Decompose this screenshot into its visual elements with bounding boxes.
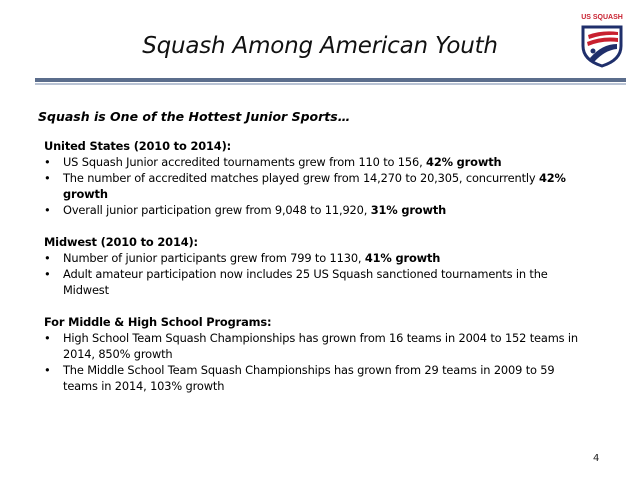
bullet-emphasis: 42% growth <box>63 171 566 201</box>
section-schools <box>44 314 584 394</box>
slide-content <box>44 138 584 410</box>
section-united-states <box>44 138 584 218</box>
title-rule <box>35 78 626 82</box>
bullet-text: Overall junior participation grew from 9,048 to 11,920, <box>63 203 371 217</box>
logo-text: US SQUASH <box>581 14 623 21</box>
bullet-item <box>44 202 584 218</box>
shield-icon <box>580 24 624 68</box>
section-heading: United States (2010 to 2014): <box>44 139 232 153</box>
bullet-icon: • <box>44 155 51 169</box>
bullet-item <box>44 362 584 394</box>
bullet-icon: • <box>44 203 51 217</box>
bullet-emphasis: 42% growth <box>426 155 502 169</box>
bullet-item <box>44 154 584 170</box>
bullet-icon: • <box>44 331 51 345</box>
bullet-item <box>44 170 584 202</box>
bullet-text: The number of accredited matches played grew from 14,270 to 20,305, concurrently <box>63 171 539 185</box>
bullet-icon: • <box>44 363 51 377</box>
bullet-item <box>44 266 584 298</box>
bullet-icon: • <box>44 267 51 281</box>
section-heading: Midwest (2010 to 2014): <box>44 235 198 249</box>
bullet-emphasis: 31% growth <box>370 203 447 217</box>
slide-subtitle: Squash is One of the Hottest Junior Sports… <box>38 109 351 124</box>
bullet-emphasis: 41% growth <box>364 251 441 265</box>
title-rule-light <box>35 83 626 85</box>
bullet-text: Number of junior participants grew from 799 to 1130, <box>63 251 365 265</box>
bullet-text: The Middle School Team Squash Championships has grown from 29 teams in 2009 to 59 teams in 2014, 103% growth <box>63 363 555 393</box>
bullet-icon: • <box>44 251 51 265</box>
section-heading: For Middle & High School Programs: <box>44 315 272 329</box>
slide-title: Squash Among American Youth <box>142 33 498 59</box>
bullet-icon: • <box>44 171 51 185</box>
bullet-item <box>44 250 584 266</box>
page-number: 4 <box>593 453 600 464</box>
bullet-text: US Squash Junior accredited tournaments grew from 110 to 156, <box>63 155 427 169</box>
section-midwest <box>44 234 584 298</box>
bullet-text: High School Team Squash Championships has grown from 16 teams in 2004 to 152 teams in 2014, 850% growth <box>63 331 578 361</box>
bullet-item <box>44 330 584 362</box>
us-squash-logo <box>576 14 628 70</box>
bullet-text: Adult amateur participation now includes 25 US Squash sanctioned tournaments in the Midwest <box>63 267 548 297</box>
